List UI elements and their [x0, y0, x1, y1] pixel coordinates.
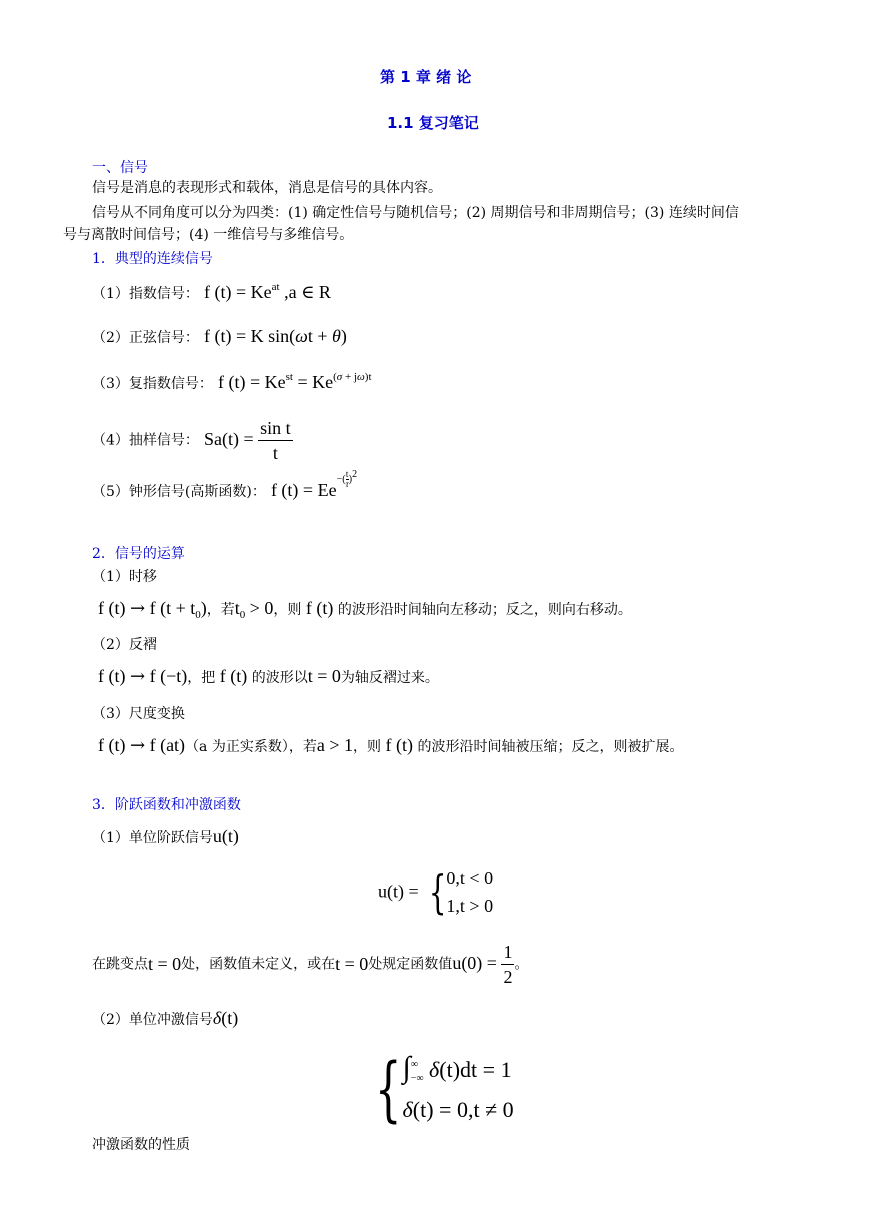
formula-unit-impulse: { ∫ ∞ −∞ δ(t)dt = 1 δ(t) = 0,t ≠ 0: [374, 1048, 514, 1130]
impulse-properties-label: 冲激函数的性质: [92, 1137, 190, 1153]
formula-sinusoidal: f (t) = K sin(ωt + θ): [204, 326, 347, 346]
unit-impulse-heading: （2）单位冲激信号δ(t): [92, 1008, 239, 1028]
signal-gaussian: [92, 469, 358, 503]
formula-complex-exponential: f $(t) = Ke^{st} = Ke^{(\sigma + j\omega)t}$: [218, 371, 372, 392]
formula-sampling: Sa(t) = $\frac{\text{sin t}}{t}$: [204, 418, 291, 463]
signal-exponential: [92, 282, 331, 304]
signal-complex-exponential: [92, 372, 372, 394]
formula-reflect: f (t) → f (−t): [98, 666, 188, 687]
operation-reflect-row: f (t) → f (−t)，把 f (t) 的波形以t = 0为轴反褶过来。: [98, 666, 439, 687]
signal-sinusoidal-label: （2）正弦信号：: [92, 330, 199, 346]
formula-shift: f (t) → f $(t + t_0)$: [98, 598, 207, 621]
operation-shift-row: f (t) → f $(t + t_0)$，若$t_0 > 0$，则 f (t) 的波形沿时间轴向左移动；反之，则向右移动。: [98, 598, 632, 621]
operation-scale-label: （3）尺度变换: [92, 706, 185, 722]
operation-shift-label: （1）时移: [92, 569, 157, 585]
unit-step-heading: （1）单位阶跃信号u(t): [92, 826, 239, 846]
formula-unit-step: u(t) = {0,t < 0 1,t > 0: [378, 865, 494, 919]
operation-reflect-label: （2）反褶: [92, 637, 157, 653]
paragraph-definition: 信号是消息的表现形式和载体，消息是信号的具体内容。: [92, 180, 442, 196]
signal-sinusoidal: [92, 326, 347, 348]
jump-point-row: 在跳变点t = 0处，函数值未定义，或在t = 0处规定函数值u(0) = $\frac{1}{2}$ 。: [92, 942, 529, 987]
paragraph-classification-line2: 号与离散时间信号；(4) 一维信号与多维信号。: [63, 227, 354, 243]
chapter-title: 第 1 章 绪 论: [380, 68, 472, 86]
signal-exponential-label: （1）指数信号：: [92, 286, 199, 302]
formula-gaussian: f $(t) = Ee^{-( \frac{t}{\tau} )2}$: [270, 469, 358, 500]
operation-scale-row: f (t) → f (at)（a 为正实系数），若a > 1，则 f (t) 的波形沿时间轴被压缩；反之，则被扩展。: [98, 735, 684, 756]
unit-step-label: （1）单位阶跃信号: [92, 830, 213, 846]
paragraph-classification-line1: 信号从不同角度可以分为四类：(1) 确定性信号与随机信号；(2) 周期信号和非周期信号；(3) 连续时间信: [92, 205, 739, 221]
signal-gaussian-label: （5）钟形信号(高斯函数)：: [92, 484, 266, 500]
heading-typical-signals: 1．典型的连续信号: [92, 251, 213, 267]
formula-exponential: f $(t) = Ke^{at}$ ,a ∈ R: [204, 281, 331, 303]
unit-impulse-label: （2）单位冲激信号: [92, 1012, 213, 1028]
formula-scale: f (t) → f (at): [98, 735, 186, 756]
heading-signals: 一、信号: [92, 160, 148, 176]
signal-complex-exponential-label: （3）复指数信号：: [92, 376, 213, 392]
heading-step-impulse: 3．阶跃函数和冲激函数: [92, 797, 241, 813]
heading-signal-operations: 2．信号的运算: [92, 546, 185, 562]
signal-sampling-label: （4）抽样信号：: [92, 432, 199, 449]
section-title: 1.1 复习笔记: [387, 114, 479, 132]
signal-sampling: [92, 416, 293, 465]
